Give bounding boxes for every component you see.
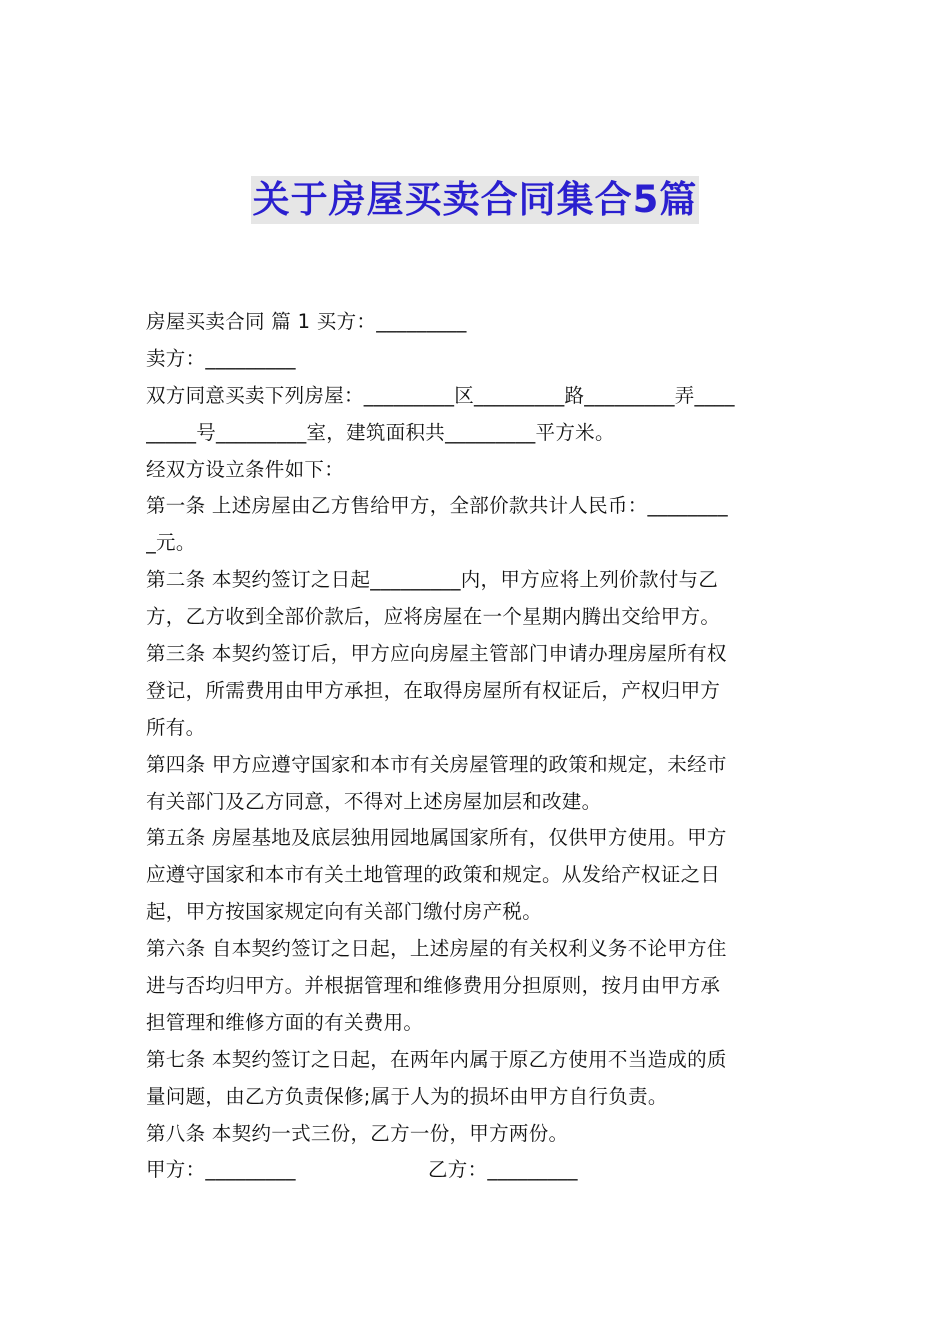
- paragraph-line: _____号_________室，建筑面积共_________平方米。: [146, 420, 615, 444]
- document-title: 关于房屋买卖合同集合5篇: [251, 176, 700, 224]
- party-a-signature: 甲方：_________: [146, 1158, 296, 1182]
- title-container: [0, 176, 950, 224]
- paragraph-line: 方，乙方收到全部价款后，应将房屋在一个星期内腾出交给甲方。: [146, 605, 721, 629]
- paragraph-line: 有关部门及乙方同意，不得对上述房屋加层和改建。: [146, 789, 602, 813]
- paragraph-line: 起，甲方按国家规定向有关部门缴付房产税。: [146, 900, 543, 924]
- contract-body: [146, 304, 808, 1189]
- paragraph-line: 第五条 房屋基地及底层独用园地属国家所有，仅供甲方使用。甲方: [146, 826, 727, 850]
- paragraph-line: 所有。: [146, 715, 206, 739]
- paragraph-line: 第一条 上述房屋由乙方售给甲方，全部价款共计人民币：________: [146, 494, 728, 518]
- paragraph-line: 进与否均归甲方。并根据管理和维修费用分担原则，按月由甲方承: [146, 974, 721, 998]
- paragraph-line: 卖方：_________: [146, 346, 296, 370]
- paragraph-line: 第二条 本契约签订之日起_________内，甲方应将上列价款付与乙: [146, 568, 719, 592]
- paragraph-line: 双方同意买卖下列房屋：_________区_________路_________弄____: [146, 383, 735, 407]
- paragraph-line: 经双方设立条件如下：: [146, 457, 345, 481]
- paragraph-line: 登记，所需费用由甲方承担，在取得房屋所有权证后，产权归甲方: [146, 678, 721, 702]
- paragraph-line: 第六条 自本契约签订之日起，上述房屋的有关权利义务不论甲方住: [146, 937, 727, 961]
- paragraph-line: 第七条 本契约签订之日起，在两年内属于原乙方使用不当造成的质: [146, 1047, 727, 1071]
- paragraph-line: 量问题，由乙方负责保修;属于人为的损坏由甲方自行负责。: [146, 1084, 668, 1108]
- paragraph-line: _元。: [146, 531, 196, 555]
- signature-row: [146, 1152, 808, 1189]
- paragraph-line: 担管理和维修方面的有关费用。: [146, 1010, 424, 1034]
- paragraph-line: 应遵守国家和本市有关土地管理的政策和规定。从发给产权证之日: [146, 863, 721, 887]
- paragraph-line: 房屋买卖合同 篇 1 买方：_________: [146, 310, 467, 333]
- party-b-signature: 乙方：_________: [428, 1158, 578, 1182]
- paragraph-line: 第三条 本契约签订后，甲方应向房屋主管部门申请办理房屋所有权: [146, 642, 727, 666]
- paragraph-line: 第八条 本契约一式三份，乙方一份，甲方两份。: [146, 1121, 569, 1145]
- paragraph-line: 第四条 甲方应遵守国家和本市有关房屋管理的政策和规定，未经市: [146, 752, 727, 776]
